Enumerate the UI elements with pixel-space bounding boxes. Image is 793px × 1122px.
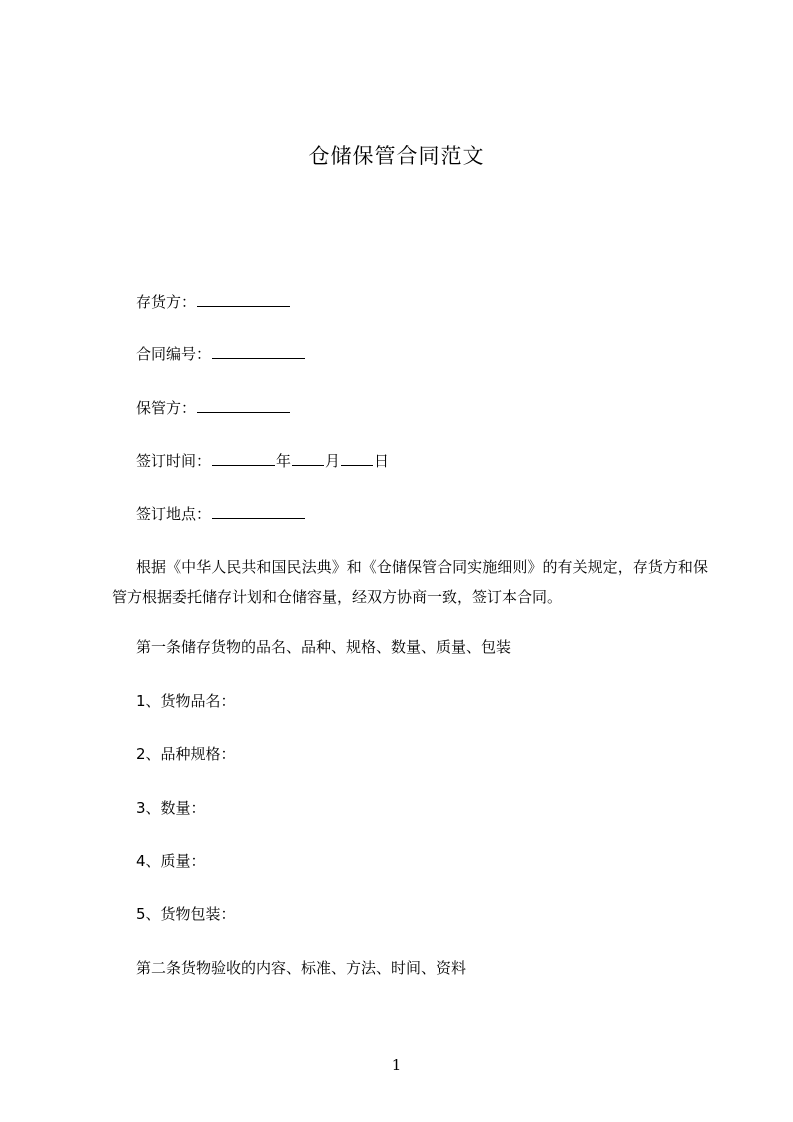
article-1-item: 3、数量：: [136, 799, 206, 817]
contract-number-field: [136, 343, 306, 365]
custodian-blank: [197, 397, 290, 413]
article-2-heading: 第二条货物验收的内容、标准、方法、时间、资料: [136, 959, 467, 977]
sign-year-label: 年: [276, 452, 292, 470]
article-1-item: 5、货物包装：: [136, 905, 236, 923]
sign-time-field: [136, 450, 389, 472]
depositor-blank: [197, 291, 290, 307]
contract-number-label: 合同编号：: [136, 345, 212, 363]
sign-year-blank: [212, 450, 275, 466]
sign-day-label: 日: [374, 452, 390, 470]
document-title: 仓储保管合同范文: [308, 144, 485, 168]
page-number: 1: [391, 1056, 402, 1074]
article-1-item: 1、货物品名：: [136, 692, 236, 710]
article-1-item: 4、质量：: [136, 852, 206, 870]
sign-place-label: 签订地点：: [136, 505, 212, 523]
contract-number-blank: [212, 343, 305, 359]
custodian-field: [136, 397, 291, 419]
sign-month-blank: [292, 450, 324, 466]
sign-place-blank: [212, 503, 305, 519]
article-1-heading: 第一条储存货物的品名、品种、规格、数量、质量、包装: [136, 638, 512, 656]
depositor-field: [136, 291, 291, 313]
sign-day-blank: [341, 450, 373, 466]
sign-month-label: 月: [325, 452, 341, 470]
sign-place-field: [136, 503, 306, 525]
custodian-label: 保管方：: [136, 399, 197, 417]
depositor-label: 存货方：: [136, 293, 197, 311]
article-1-item: 2、品种规格：: [136, 745, 236, 763]
sign-time-label: 签订时间：: [136, 452, 212, 470]
intro-paragraph: 根据《中华人民共和国民法典》和《仓储保管合同实施细则》的有关规定，存货方和保管方根据委托储存计划和仓储容量，经双方协商一致，签订本合同。: [112, 558, 708, 606]
